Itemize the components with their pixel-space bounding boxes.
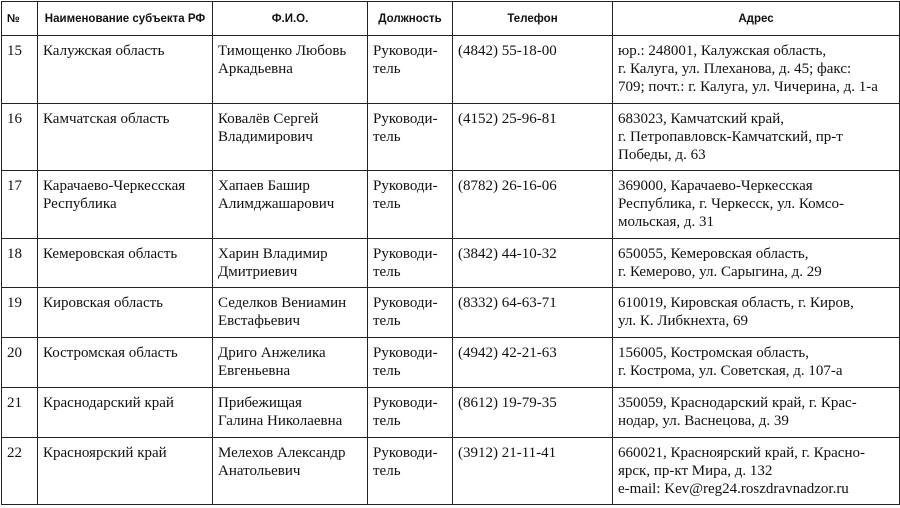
address xyxy=(613,171,900,239)
region-name-line: Костромская область xyxy=(43,345,178,361)
regional-heads-table xyxy=(1,1,900,505)
address xyxy=(613,104,900,171)
region-name-line: Красноярский край xyxy=(43,445,167,461)
position xyxy=(368,171,453,239)
region-name xyxy=(38,288,213,338)
region-name xyxy=(38,104,213,171)
position xyxy=(368,438,453,505)
region-name-line: Краснодарский край xyxy=(43,395,174,411)
phone-number: (3912) 21-11-41 xyxy=(453,438,613,505)
table-row xyxy=(2,239,900,288)
address xyxy=(613,36,900,104)
position xyxy=(368,338,453,388)
person-name xyxy=(213,239,368,288)
header-phone: Телефон xyxy=(453,2,613,36)
person-name-line: Хапаев Башир xyxy=(218,178,310,194)
table-row xyxy=(2,171,900,239)
region-name-line: Республика xyxy=(43,196,117,212)
address-line: 660021, Красноярский край, г. Красно- xyxy=(618,445,865,461)
person-name-line: Прибежищая xyxy=(218,395,302,411)
address xyxy=(613,239,900,288)
person-name-line: Алимджашарович xyxy=(218,196,335,212)
address-line: 683023, Камчатский край, xyxy=(618,111,784,127)
position-line: Руководи- xyxy=(373,395,438,411)
position-line: Руководи- xyxy=(373,178,438,194)
row-number: 18 xyxy=(2,239,38,288)
person-name xyxy=(213,438,368,505)
person-name-line: Владимирович xyxy=(218,129,313,145)
header-fio: Ф.И.О. xyxy=(213,2,368,36)
address xyxy=(613,288,900,338)
person-name-line: Тимощенко Любовь xyxy=(218,43,347,59)
person-name-line: Мелехов Александр xyxy=(218,445,346,461)
address-line: г. Калуга, ул. Плеханова, д. 45; факс: xyxy=(618,61,852,77)
position xyxy=(368,288,453,338)
table-row xyxy=(2,338,900,388)
row-number: 22 xyxy=(2,438,38,505)
position-line: тель xyxy=(373,61,401,77)
row-number: 21 xyxy=(2,388,38,438)
address-line: Республика, г. Черкесск, ул. Комсо- xyxy=(618,196,845,212)
region-name xyxy=(38,171,213,239)
position xyxy=(368,388,453,438)
person-name-line: Харин Владимир xyxy=(218,246,328,262)
address-line: мольская, д. 31 xyxy=(618,214,715,230)
person-name-line: Дриго Анжелика xyxy=(218,345,326,361)
row-number: 19 xyxy=(2,288,38,338)
address-line: г. Кострома, ул. Советская, д. 107-а xyxy=(618,363,843,379)
region-name xyxy=(38,338,213,388)
position-line: Руководи- xyxy=(373,43,438,59)
table-row xyxy=(2,36,900,104)
position-line: тель xyxy=(373,196,401,212)
person-name xyxy=(213,388,368,438)
person-name-line: Анатольевич xyxy=(218,463,301,479)
position-line: Руководи- xyxy=(373,345,438,361)
position xyxy=(368,104,453,171)
person-name-line: Ковалёв Сергей xyxy=(218,111,319,127)
phone-number: (4152) 25-96-81 xyxy=(453,104,613,171)
person-name xyxy=(213,36,368,104)
address-line: 709; почт.: г. Калуга, ул. Чичерина, д. 1-а xyxy=(618,79,878,95)
table-header-row xyxy=(2,2,900,36)
header-number: № xyxy=(2,2,38,36)
table-row xyxy=(2,388,900,438)
position-line: Руководи- xyxy=(373,295,438,311)
person-name-line: Галина Николаевна xyxy=(218,413,343,429)
header-region: Наименование субъекта РФ xyxy=(38,2,213,36)
address-line: 156005, Костромская область, xyxy=(618,345,809,361)
header-address: Адрес xyxy=(613,2,900,36)
person-name xyxy=(213,104,368,171)
address-line: 610019, Кировская область, г. Киров, xyxy=(618,295,854,311)
region-name-line: Кировская область xyxy=(43,295,164,311)
region-name-line: Камчатская область xyxy=(43,111,170,127)
table-row xyxy=(2,104,900,171)
position xyxy=(368,36,453,104)
phone-number: (3842) 44-10-32 xyxy=(453,239,613,288)
position-line: Руководи- xyxy=(373,246,438,262)
address xyxy=(613,388,900,438)
position-line: тель xyxy=(373,363,401,379)
address xyxy=(613,338,900,388)
region-name xyxy=(38,36,213,104)
position-line: Руководи- xyxy=(373,445,438,461)
address-line: ул. К. Либкнехта, 69 xyxy=(618,313,748,329)
region-name-line: Калужская область xyxy=(43,43,165,59)
region-name xyxy=(38,388,213,438)
address-line: 350059, Краснодарский край, г. Крас- xyxy=(618,395,857,411)
address-line: Победы, д. 63 xyxy=(618,147,706,163)
position-line: тель xyxy=(373,129,401,145)
position-line: тель xyxy=(373,413,401,429)
row-number: 20 xyxy=(2,338,38,388)
address xyxy=(613,438,900,505)
phone-number: (4942) 42-21-63 xyxy=(453,338,613,388)
address-line: 369000, Карачаево-Черкесская xyxy=(618,178,813,194)
phone-number: (8332) 64-63-71 xyxy=(453,288,613,338)
person-name-line: Дмитриевич xyxy=(218,264,298,280)
person-name xyxy=(213,338,368,388)
person-name-line: Седелков Вениамин xyxy=(218,295,347,311)
position-line: тель xyxy=(373,264,401,280)
row-number: 17 xyxy=(2,171,38,239)
table-body xyxy=(2,36,900,505)
position-line: тель xyxy=(373,463,401,479)
person-name-line: Аркадьевна xyxy=(218,61,293,77)
address-line: нодар, ул. Васнецова, д. 39 xyxy=(618,413,789,429)
table-row xyxy=(2,288,900,338)
row-number: 16 xyxy=(2,104,38,171)
region-name-line: Карачаево-Черкесская xyxy=(43,178,186,194)
table-row xyxy=(2,438,900,505)
phone-number: (4842) 55-18-00 xyxy=(453,36,613,104)
phone-number: (8612) 19-79-35 xyxy=(453,388,613,438)
position-line: тель xyxy=(373,313,401,329)
person-name-line: Евгеньевна xyxy=(218,363,291,379)
address-line: e-mail: Kev@reg24.roszdravnadzor.ru xyxy=(618,481,849,497)
region-name xyxy=(38,438,213,505)
address-line: 650055, Кемеровская область, xyxy=(618,246,809,262)
region-name-line: Кемеровская область xyxy=(43,246,178,262)
header-position: Должность xyxy=(368,2,453,36)
address-line: г. Кемерово, ул. Сарыгина, д. 29 xyxy=(618,264,822,280)
address-line: г. Петропавловск-Камчатский, пр-т xyxy=(618,129,843,145)
position-line: Руководи- xyxy=(373,111,438,127)
address-line: юр.: 248001, Калужская область, xyxy=(618,43,827,59)
person-name-line: Евстафьевич xyxy=(218,313,301,329)
phone-number: (8782) 26-16-06 xyxy=(453,171,613,239)
row-number: 15 xyxy=(2,36,38,104)
region-name xyxy=(38,239,213,288)
address-line: ярск, пр-кт Мира, д. 132 xyxy=(618,463,773,479)
person-name xyxy=(213,171,368,239)
person-name xyxy=(213,288,368,338)
position xyxy=(368,239,453,288)
